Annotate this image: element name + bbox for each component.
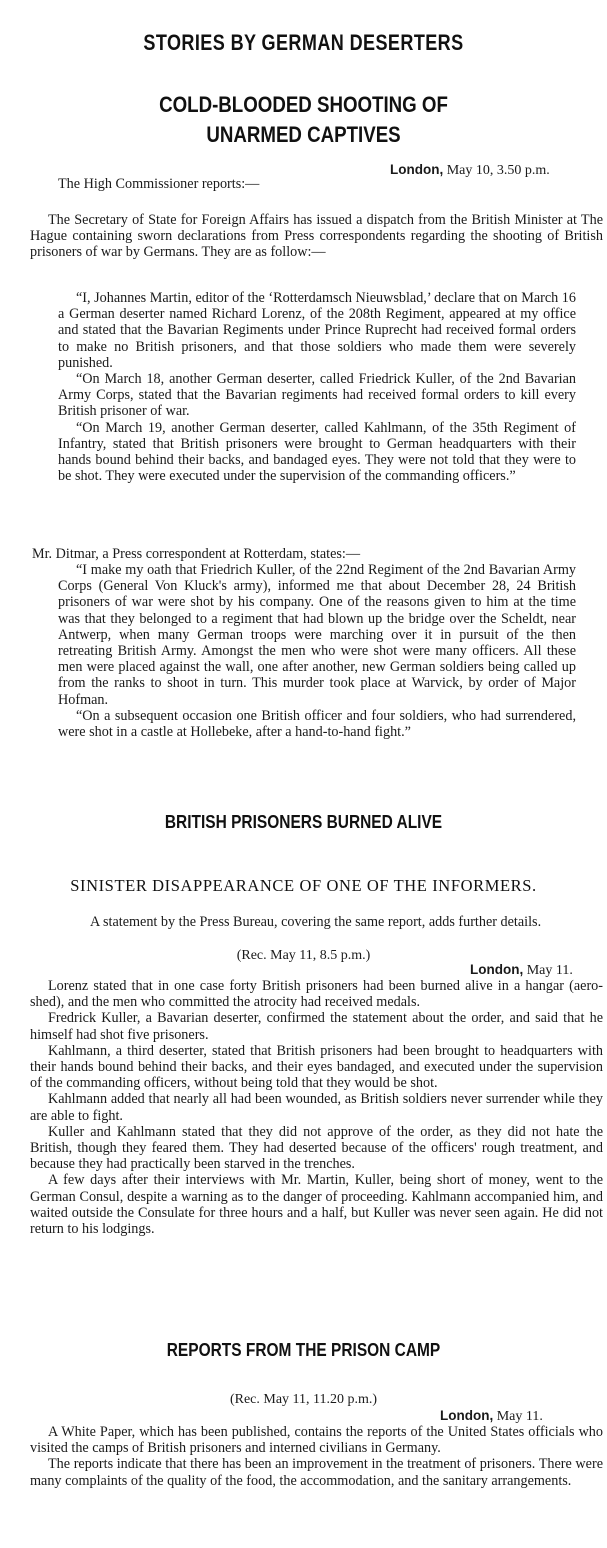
dateline-may-11-a — [470, 962, 573, 979]
martin-declaration — [58, 290, 576, 484]
intro-line — [58, 176, 458, 192]
section-headline-prison-camp: REPORTS FROM THE PRISON CAMP — [166, 1340, 441, 1360]
main-headline: STORIES BY GERMAN DESERTERS — [143, 30, 464, 55]
martin-para-2: “On March 18, another German deserter, called Friedrick Kuller, of the 2nd Bavarian Army Corps, stated that the Bavarian regiments had received formal orders to kill every British prisoner of war. — [58, 371, 576, 420]
ditmar-declaration — [58, 562, 576, 740]
burned-para-2: Fredrick Kuller, a Bavarian deserter, confirmed the statement about the order, and said that he himself had shot five prisoners. — [30, 1010, 603, 1043]
section-subheadline-disappearance: SINISTER DISAPPEARANCE OF ONE OF THE INFORMERS. — [70, 876, 537, 895]
press-bureau-paragraph — [30, 914, 603, 930]
ditmar-para-2: “On a subsequent occasion one British officer and four soldiers, who had surrendered, were shot in a castle at Hollebeke, after a hand-to-hand fight.” — [58, 707, 576, 741]
dateline-time: May 10, 3.50 p.m. — [446, 163, 550, 178]
dateline-place: London, — [440, 1408, 494, 1423]
prison-camp-article — [30, 1424, 603, 1489]
dateline-place: London, — [470, 962, 524, 977]
received-time-1: (Rec. May 11, 8.5 p.m.) — [236, 948, 371, 963]
section-headline-burned-alive: BRITISH PRISONERS BURNED ALIVE — [164, 812, 443, 832]
dateline-time: May 11. — [526, 963, 573, 978]
intro-text: The High Commissioner reports:— — [58, 176, 260, 192]
burned-para-5: Kuller and Kahlmann stated that they did not approve of the order, as they did not hate the British, though they feared them. They had deserted because of the officers' rough treatment, and because they had practically been starved in the trenches. — [30, 1123, 603, 1173]
secretary-text: The Secretary of State for Foreign Affairs has issued a dispatch from the British Minister at The Hague containing sworn declarations from Press correspondents regarding the shooting of British prisoners of war by Germans. They are as follow:— — [30, 212, 603, 261]
ditmar-intro — [32, 546, 572, 562]
camp-para-1: A White Paper, which has been published, contains the reports of the United States officials who visited the camps of British prisoners and interned civilians in Germany. — [30, 1424, 603, 1457]
burned-para-1: Lorenz stated that in one case forty British prisoners had been burned alive in a hangar (aero-shed), and the men who committed the atrocity had received medals. — [30, 978, 603, 1011]
dateline-place: London, — [390, 162, 444, 177]
sub-headline: COLD-BLOODED SHOOTING OF UNARMED CAPTIVES — [159, 92, 448, 147]
burned-para-3: Kahlmann, a third deserter, stated that British prisoners had been brought to headquarters with their hands bound behind their backs, and their eyes bandaged, and executed under the supervision of the commanding officers, without being told that they would be shot. — [30, 1042, 603, 1092]
press-bureau-text: A statement by the Press Bureau, covering the same report, adds further details. — [90, 914, 542, 930]
ditmar-para-1: “I make my oath that Friedrich Kuller, of the 22nd Regiment of the 2nd Bavarian Army Corps (General Von Kluck's army), informed me that about December 28, 24 British prisoners of war were shot by his company. One of the reasons given to him at the time was that they belonged to a regiment that had blown up the bridge over the Scheldt, near Antwerp, when many German troops were marching over it in pursuit of the then retreating British Army. Amongst the men who were shot were many officers. All these men were placed against the wall, one after another, new German soldiers being called up from the ranks to shoot in turn. This murder took place at Warvick, by order of Major Hofman. — [58, 562, 576, 708]
martin-para-1: “I, Johannes Martin, editor of the ‘Rotterdamsch Nieuwsblad,’ declare that on March 16 a German deserter named Richard Lorenz, of the 208th Regiment, appeared at my office and stated that the Bavarian Regiments under Prince Ruprecht had received formal orders to make no British prisoners, and that those soldiers who made them were severely punished. — [58, 290, 576, 371]
dateline-time: May 11. — [496, 1409, 543, 1424]
burned-para-4: Kahlmann added that nearly all had been wounded, as British soldiers never surrender while they are able to fight. — [30, 1091, 603, 1124]
secretary-paragraph — [30, 212, 603, 261]
burned-para-6: A few days after their interviews with Mr. Martin, Kuller, being short of money, went to the German Consul, despite a warning as to the danger of proceeding. Kahlmann accompanied him, and waited outside the Consulate for three hours and a half, but Kuller was never seen again. He did not return to his lodgings. — [30, 1172, 603, 1238]
martin-para-3: “On March 19, another German deserter, called Kahlmann, of the 35th Regiment of Infantry, stated that British prisoners were brought to German headquarters with their hands bound behind their backs, and bandaged eyes. They were not told that they were to be shot. They were executed under the supervision of the commanding officers.” — [58, 419, 576, 485]
ditmar-intro-text: Mr. Ditmar, a Press correspondent at Rotterdam, states:— — [32, 546, 361, 562]
camp-para-2: The reports indicate that there has been an improvement in the treatment of prisoners. There were many complaints of the quality of the food, the accommodation, and the sanitary arrangements. — [30, 1456, 603, 1489]
burned-alive-article — [30, 978, 603, 1237]
received-time-2: (Rec. May 11, 11.20 p.m.) — [229, 1392, 378, 1407]
dateline-may-11-b — [440, 1408, 543, 1425]
